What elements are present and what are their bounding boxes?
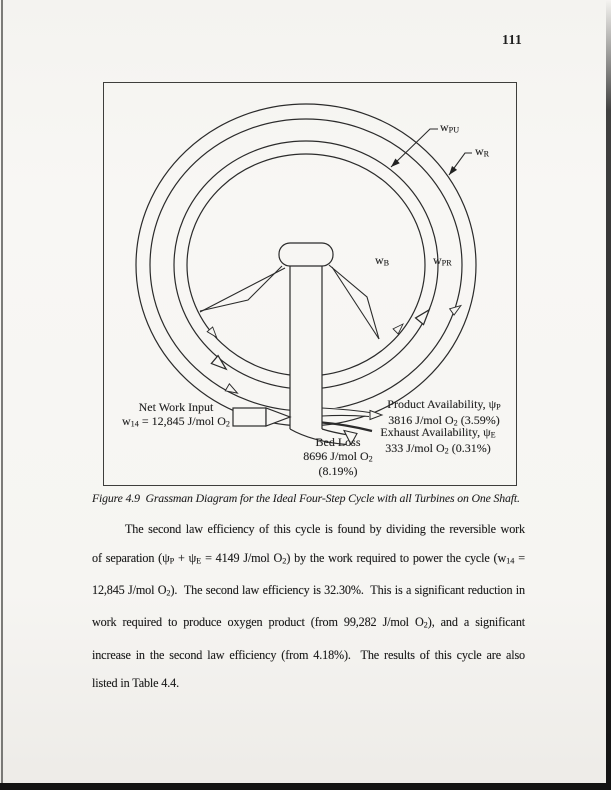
scan-edge-bottom: [0, 783, 611, 790]
paragraph-line-3: 12,845 J/mol $O_2$). The second law efficiency is 32.30%. This is a significant reduction in: [92, 583, 525, 598]
paragraph-line-4: work required to produce oxygen product (from 99,282 J/mol $O_2$), and a significant: [92, 615, 525, 630]
bed-loss-line2: 8696 J/mol $O_2$: [303, 448, 373, 463]
label-leader-lines: [391, 129, 472, 175]
net-work-input-arrow: [233, 408, 290, 426]
shaft-column-fill: [290, 265, 322, 429]
ring-flow-arrowheads: [207, 302, 463, 396]
shaft-capsule: [279, 243, 333, 266]
body-paragraph: [92, 515, 525, 698]
label-w-b: $w_B$: [375, 253, 390, 268]
label-w-r: $w_R$: [475, 144, 490, 159]
page-number: 111: [502, 32, 523, 47]
bed-loss-line3: (8.19%): [318, 464, 358, 479]
paragraph-line-1: The second law efficiency of this cycle is found by dividing the reversible work: [125, 522, 525, 536]
paragraph-line-6: listed in Table 4.4.: [92, 676, 179, 691]
product-availability-flow: [322, 407, 382, 420]
figure-caption: Figure 4.9 Grassman Diagram for the Ideal Four-Step Cycle with all Turbines on One Shaft.: [92, 491, 520, 505]
scan-edge-left: [1, 0, 3, 790]
label-w-pu: $w_{PU}$: [440, 120, 460, 135]
product-line2: 3816 J/mol $O_2$ (3.59%): [388, 412, 500, 428]
exhaust-availability-label: [375, 426, 501, 458]
exhaust-line2: 333 J/mol $O_2$ (0.31%): [385, 440, 491, 456]
exhaust-line1: Exhaust Availability, $\psi_E$: [380, 425, 496, 440]
figure-grassman-diagram: [103, 82, 517, 486]
paragraph-line-2: of separation ($\psi_P + \psi_E = 4149$ J/mol $O_2$) by the work required to power the cycle ($w_{14}$ =: [92, 550, 526, 566]
bed-loss-line1: Bed Loss: [315, 435, 361, 449]
net-work-input-line1: Net Work Input: [138, 400, 214, 414]
paragraph-line-5: increase in the second law efficiency (from 4.18%). The results of this cycle are also: [92, 647, 525, 662]
exhaust-availability-flow: [322, 423, 372, 432]
net-work-input-label: [116, 401, 236, 430]
net-work-input-line2: $w_{14} = 12,845$ J/mol $O_2$: [121, 413, 230, 428]
label-w-pr: $w_{PR}$: [433, 253, 452, 268]
product-line1: Product Availability, $\psi_P$: [387, 397, 501, 412]
scan-edge-right: [606, 0, 611, 790]
